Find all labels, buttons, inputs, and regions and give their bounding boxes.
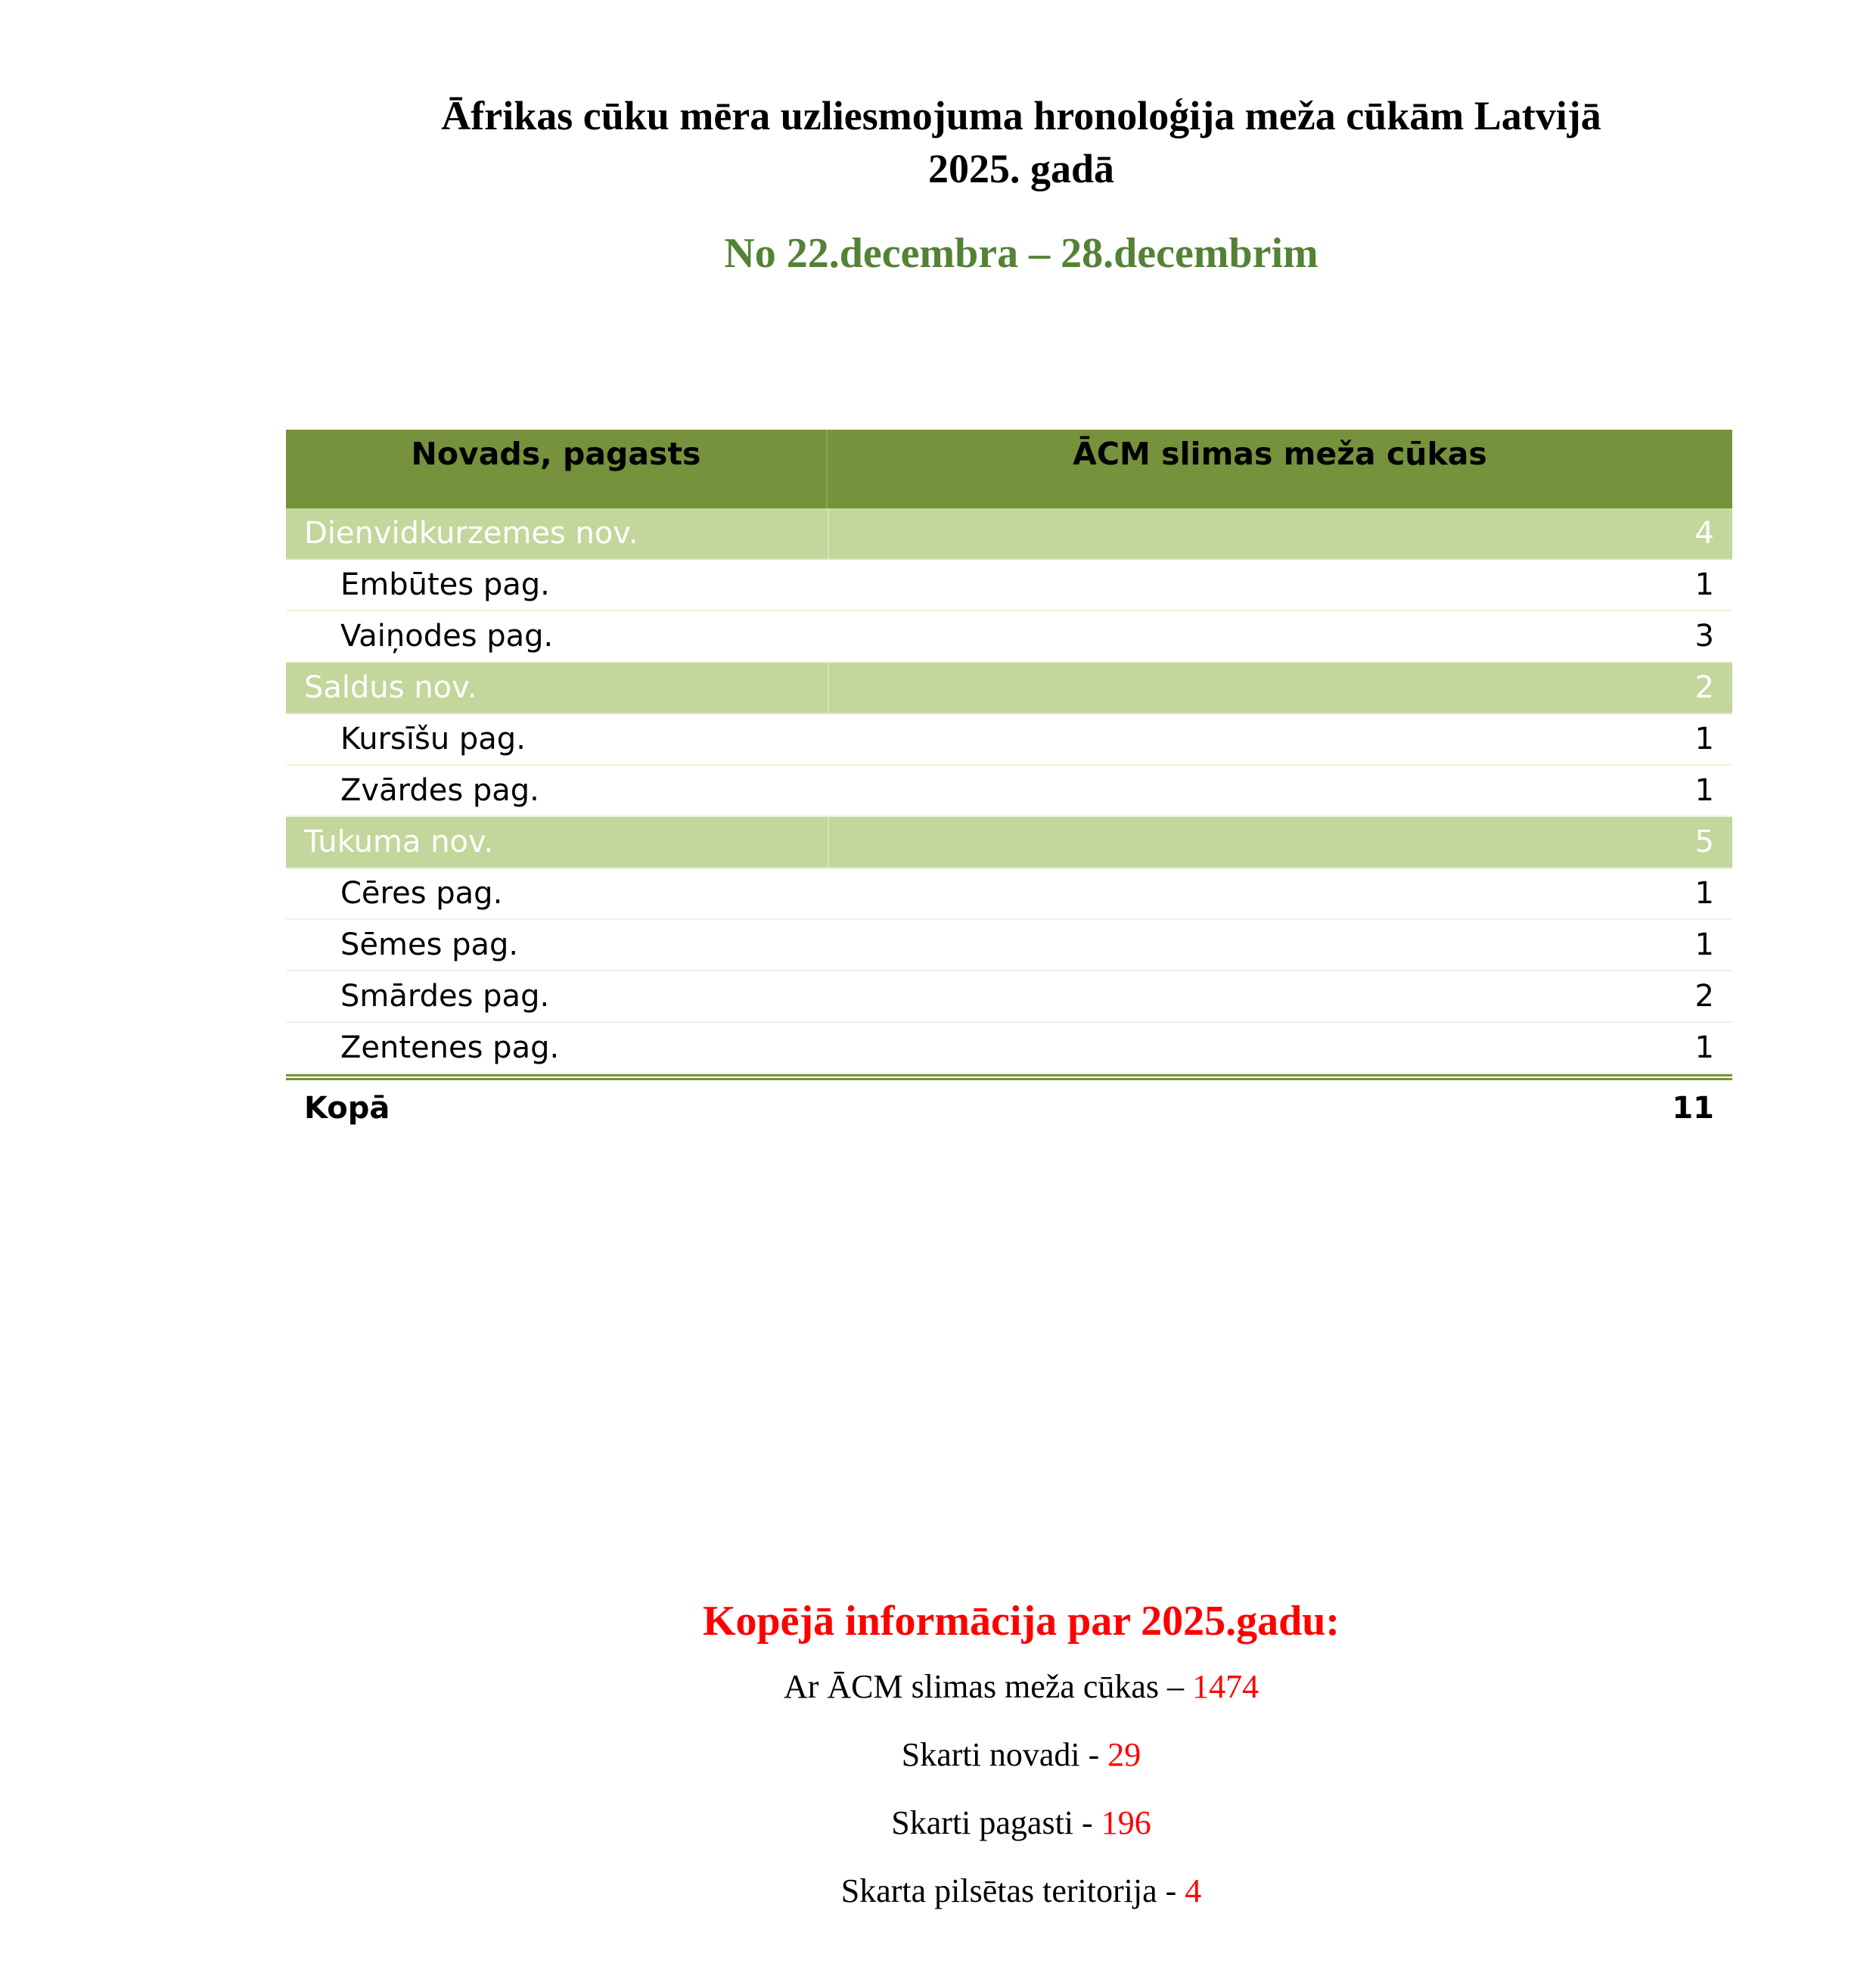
row-value: 1 bbox=[1694, 722, 1714, 756]
yearly-summary bbox=[227, 1595, 1815, 1937]
row-label: Smārdes pag. bbox=[340, 979, 550, 1014]
row-value: 1 bbox=[1694, 927, 1714, 962]
table-row bbox=[286, 714, 1732, 766]
summary-value: 1474 bbox=[1192, 1668, 1259, 1705]
row-value: 5 bbox=[1694, 825, 1714, 859]
row-value: 3 bbox=[1694, 619, 1714, 654]
table-row bbox=[286, 766, 1732, 817]
row-value: 2 bbox=[1694, 979, 1714, 1014]
table-total-row bbox=[286, 1080, 1732, 1136]
row-value: 1 bbox=[1694, 567, 1714, 602]
table-header bbox=[286, 430, 1732, 508]
row-label: Tukuma nov. bbox=[304, 825, 494, 859]
row-value: 2 bbox=[1694, 670, 1714, 705]
total-divider bbox=[286, 1074, 1732, 1080]
summary-title: Kopējā informācija par 2025.gadu: bbox=[702, 1598, 1340, 1645]
row-label: Zentenes pag. bbox=[340, 1030, 560, 1065]
row-value: 1 bbox=[1694, 876, 1714, 911]
total-label: Kopā bbox=[304, 1091, 390, 1126]
row-value: 1 bbox=[1694, 1030, 1714, 1065]
title-line-2: 2025. gadā bbox=[927, 146, 1115, 191]
period-subtitle: No 22.decembra – 28.decembrim bbox=[724, 230, 1318, 277]
row-label: Vaiņodes pag. bbox=[340, 619, 554, 654]
row-value: 1 bbox=[1694, 773, 1714, 808]
summary-label: Ar ĀCM slimas meža cūkas – bbox=[783, 1668, 1193, 1705]
summary-label: Skarti novadi - bbox=[901, 1736, 1108, 1773]
row-value: 4 bbox=[1694, 516, 1714, 551]
column-header-cases: ĀCM slimas meža cūkas bbox=[1073, 436, 1487, 472]
row-label: Cēres pag. bbox=[340, 876, 503, 911]
document-title bbox=[227, 89, 1815, 195]
table-row-group bbox=[286, 663, 1732, 714]
summary-line bbox=[227, 1732, 1815, 1778]
table-row-group bbox=[286, 508, 1732, 560]
table-row bbox=[286, 971, 1732, 1023]
table-row bbox=[286, 868, 1732, 920]
row-label: Saldus nov. bbox=[304, 670, 477, 705]
summary-label: Skarta pilsētas teritorija - bbox=[840, 1872, 1185, 1909]
row-label: Zvārdes pag. bbox=[340, 773, 539, 808]
table-row-group bbox=[286, 817, 1732, 868]
row-label: Embūtes pag. bbox=[340, 567, 550, 602]
column-header-region: Novads, pagasts bbox=[286, 430, 828, 508]
table-row bbox=[286, 1023, 1732, 1074]
summary-value: 29 bbox=[1107, 1736, 1141, 1773]
row-label: Dienvidkurzemes nov. bbox=[304, 516, 638, 551]
row-label: Kursīšu pag. bbox=[340, 722, 526, 756]
summary-label: Skarti pagasti - bbox=[891, 1804, 1101, 1841]
summary-line bbox=[227, 1800, 1815, 1846]
summary-line bbox=[227, 1664, 1815, 1710]
summary-line bbox=[227, 1869, 1815, 1914]
table-row bbox=[286, 611, 1732, 663]
total-value: 11 bbox=[1672, 1091, 1714, 1126]
summary-value: 196 bbox=[1101, 1804, 1151, 1841]
table-row bbox=[286, 920, 1732, 971]
title-line-1: Āfrikas cūku mēra uzliesmojuma hronoloģija meža cūkām Latvijā bbox=[441, 93, 1601, 138]
row-label: Sēmes pag. bbox=[340, 927, 519, 962]
table-row bbox=[286, 560, 1732, 611]
summary-value: 4 bbox=[1185, 1872, 1202, 1909]
cases-table bbox=[286, 430, 1732, 1136]
